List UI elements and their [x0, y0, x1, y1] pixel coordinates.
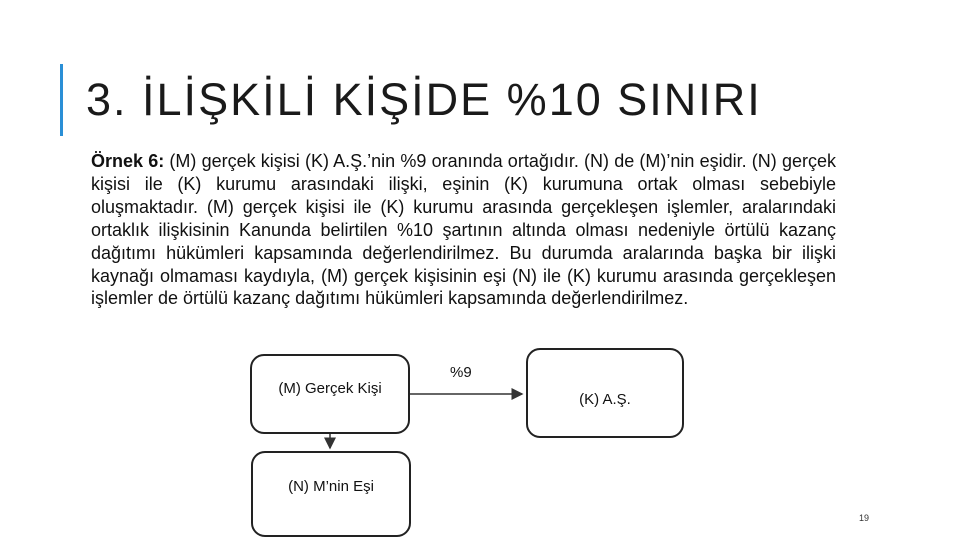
- page-number: 19: [859, 513, 870, 523]
- slide-title: 3. İLİŞKİLİ KİŞİDE %10 SINIRI: [86, 74, 762, 125]
- edge-m-to-k-label: %9: [450, 364, 472, 381]
- node-k-company: [526, 348, 684, 438]
- node-k-label: (K) A.Ş.: [579, 390, 631, 408]
- node-m-label: (M) Gerçek Kişi: [278, 379, 382, 397]
- node-n-label: (N) M’nin Eşi: [288, 478, 374, 495]
- example-text: (M) gerçek kişisi (K) A.Ş.’nin %9 oranında ortağıdır. (N) de (M)’nin eşidir. (N) gerçek kişisi ile (K) kurumu arasındaki ilişki, eşinin (K) kurumuna ortak olması sebebiyle oluşmaktadır. (M) gerçek kişisi ile (K) kurumu arasında gerçekleşen işlemler, aralarındaki ortaklık ilişkisinin Kanunda belirtilen %10 şartının altında olması nedeniyle örtülü kazanç dağıtımı hükümleri kapsamında değerlendirilmez. Bu durumda aralarında başka bir ilişki kaynağı olmaması kaydıyla, (M) gerçek kişisinin eşi (N) ile (K) kurumu arasında gerçekleşen işlemler de örtülü kazanç dağıtımı hükümleri kapsamında değerlendirilmez.: [91, 151, 837, 309]
- node-m-real-person: [250, 354, 410, 434]
- node-n-spouse: [251, 451, 411, 537]
- example-paragraph: [91, 150, 836, 310]
- example-lead: Örnek 6:: [91, 151, 165, 171]
- title-accent-bar: [60, 64, 63, 136]
